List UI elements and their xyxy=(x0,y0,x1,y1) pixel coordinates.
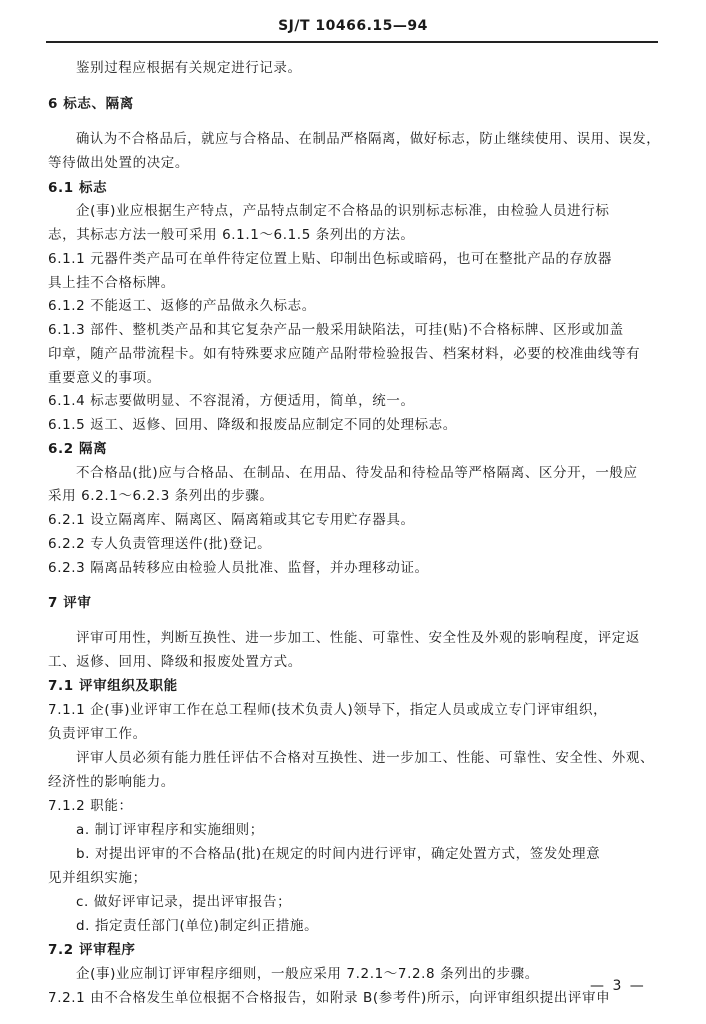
standard-code-header: SJ/T 10466.15—94 xyxy=(278,18,428,34)
text-line: 重要意义的事项。 xyxy=(48,370,161,386)
text-line: 7.1.2 职能： xyxy=(48,798,133,814)
page-number: — 3 — xyxy=(590,978,646,994)
text-line: 评审人员必须有能力胜任评估不合格对互换性、进一步加工、性能、可靠性、安全性、外观、 xyxy=(76,750,655,766)
list-item-d: d. 指定责任部门(单位)制定纠正措施。 xyxy=(76,918,319,934)
text-line: 采用 6.2.1～6.2.3 条列出的步骤。 xyxy=(48,488,274,504)
text-line: 企(事)业应根据生产特点，产品特点制定不合格品的识别标志标准，由检验人员进行标 xyxy=(76,203,610,219)
list-item-b: b. 对提出评审的不合格品(批)在规定的时间内进行评审，确定处置方式，签发处理意 xyxy=(76,846,601,862)
list-item-c: c. 做好评审记录，提出评审报告； xyxy=(76,894,292,910)
text-line: 6.1.3 部件、整机类产品和其它复杂产品一般采用缺陷法，可挂(贴)不合格标牌、区形或加盖 xyxy=(48,322,624,338)
subsection-heading-6-1: 6.1 标志 xyxy=(48,180,108,196)
text-line: 工、返修、回用、降级和报废处置方式。 xyxy=(48,654,302,670)
text-line: 6.2.1 设立隔离库、隔离区、隔离箱或其它专用贮存器具。 xyxy=(48,512,415,528)
text-line: 见并组织实施； xyxy=(48,870,147,886)
text-line: 不合格品(批)应与合格品、在制品、在用品、待发品和待检品等严格隔离、区分开，一般应 xyxy=(76,465,638,481)
list-item-a: a. 制订评审程序和实施细则； xyxy=(76,822,264,838)
text-line: 经济性的影响能力。 xyxy=(48,774,175,790)
text-line: 6.1.2 不能返工、返修的产品做永久标志。 xyxy=(48,298,316,314)
text-line: 志，其标志方法一般可采用 6.1.1～6.1.5 条列出的方法。 xyxy=(48,227,415,243)
text-line: 6.1.1 元器件类产品可在单件待定位置上贴、印制出色标或暗码，也可在整批产品的存放器 xyxy=(48,251,612,267)
text-line: 负责评审工作。 xyxy=(48,726,147,742)
section-heading-7: 7 评审 xyxy=(48,595,92,611)
text-line: 企(事)业应制订评审程序细则，一般应采用 7.2.1～7.2.8 条列出的步骤。 xyxy=(76,966,539,982)
text-line: 印章，随产品带流程卡。如有特殊要求应随产品附带检验报告、档案材料，必要的校准曲线等有 xyxy=(48,346,641,362)
subsection-heading-7-1: 7.1 评审组织及职能 xyxy=(48,678,178,694)
header-divider xyxy=(46,41,658,43)
text-line: 6.2.2 专人负责管理送件(批)登记。 xyxy=(48,536,272,552)
text-line: 6.1.4 标志要做明显、不容混淆，方便适用，简单，统一。 xyxy=(48,393,415,409)
text-line: 具上挂不合格标牌。 xyxy=(48,275,175,291)
text-line: 评审可用性，判断互换性、进一步加工、性能、可靠性、安全性及外观的影响程度，评定返 xyxy=(76,630,640,646)
text-line: 确认为不合格品后，就应与合格品、在制品严格隔离，做好标志，防止继续使用、误用、误发， xyxy=(76,131,661,147)
subsection-heading-6-2: 6.2 隔离 xyxy=(48,441,108,457)
text-line: 6.1.5 返工、返修、回用、降级和报废品应制定不同的处理标志。 xyxy=(48,417,457,433)
text-line: 鉴别过程应根据有关规定进行记录。 xyxy=(76,60,302,76)
text-line: 6.2.3 隔离品转移应由检验人员批准、监督，并办理移动证。 xyxy=(48,560,429,576)
text-line: 7.1.1 企(事)业评审工作在总工程师(技术负责人)领导下，指定人员或成立专门评审组织， xyxy=(48,702,608,718)
subsection-heading-7-2: 7.2 评审程序 xyxy=(48,942,136,958)
text-line: 等待做出处置的决定。 xyxy=(48,155,189,171)
section-heading-6: 6 标志、隔离 xyxy=(48,96,134,112)
text-line: 7.2.1 由不合格发生单位根据不合格报告，如附录 B(参考件)所示，向评审组织提出评审申 xyxy=(48,990,611,1006)
